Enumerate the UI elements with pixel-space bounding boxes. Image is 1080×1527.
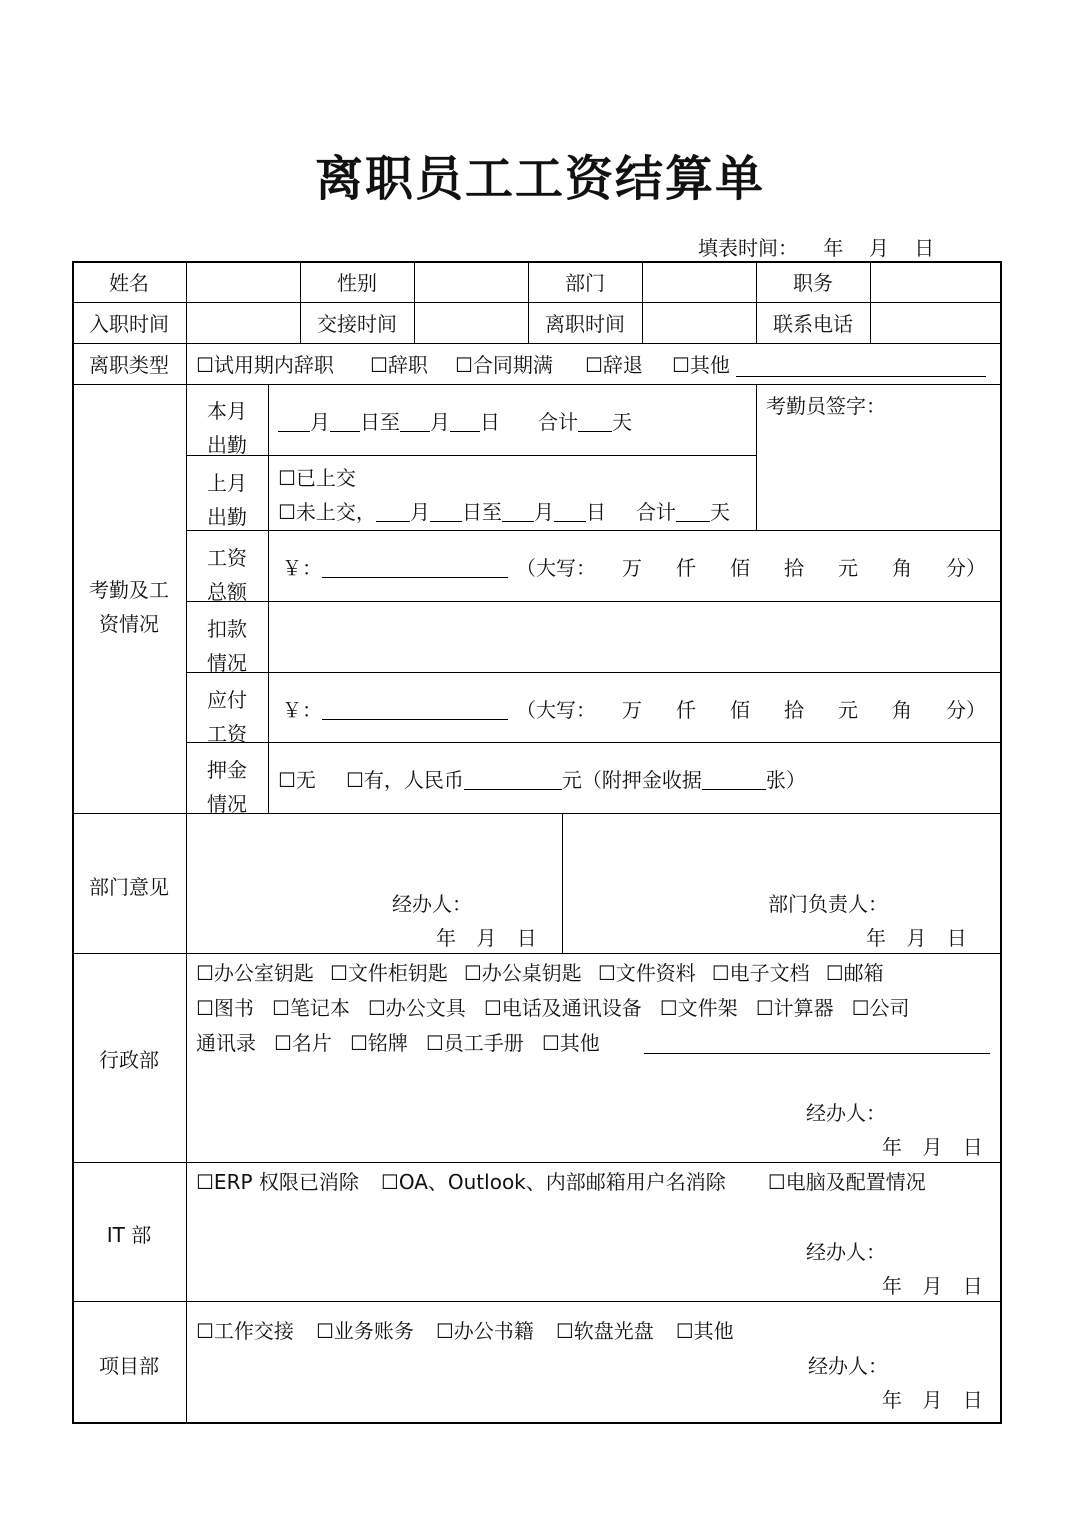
admin-item-office-key[interactable]: ☐办公室钥匙 (196, 961, 314, 985)
leave-option-other[interactable]: ☐其他 (672, 353, 730, 377)
admin-handler-date: 年 月 日 (882, 1135, 983, 1159)
admin-item-phone-devices[interactable]: ☐电话及通讯设备 (483, 996, 642, 1020)
dept-handler-label: 经办人： (392, 892, 472, 916)
label-name: 姓名 (109, 271, 149, 295)
join-date-field[interactable] (188, 304, 298, 342)
it-item-erp[interactable]: ☐ERP 权限已消除 (196, 1170, 359, 1194)
project-item-accounts[interactable]: ☐业务账务 (315, 1319, 414, 1343)
admin-item-nameplate[interactable]: ☐铭牌 (349, 1031, 408, 1055)
project-item-handover[interactable]: ☐工作交接 (196, 1319, 294, 1343)
label-gender: 性别 (337, 271, 377, 295)
admin-item-other[interactable]: ☐其他 (541, 1031, 600, 1055)
admin-item-handbook[interactable]: ☐员工手册 (425, 1031, 524, 1055)
leave-option-dismissed[interactable]: ☐辞退 (585, 353, 643, 377)
label-dept-opinion: 部门意见 (89, 875, 169, 899)
it-item-oa-outlook[interactable]: ☐OA、Outlook、内部邮箱用户名消除 (380, 1170, 726, 1194)
attendance-section-label: 考勤及工 资情况 (89, 578, 169, 636)
form-title: 离职员工工资结算单 (314, 151, 765, 207)
project-handler-date: 年 月 日 (882, 1388, 983, 1412)
label-it: IT 部 (106, 1223, 152, 1247)
dept-handler-date: 年 月 日 (436, 926, 537, 950)
payable-salary-amount[interactable]: ￥： （大写： 万 仟 佰 拾 元 角 分） (282, 698, 986, 722)
admin-item-file-rack[interactable]: ☐文件架 (659, 996, 738, 1020)
label-join-date: 入职时间 (89, 312, 169, 336)
admin-item-e-docs[interactable]: ☐电子文档 (711, 961, 810, 985)
label-deposit: 押金 情况 (207, 758, 247, 816)
leave-option-resign[interactable]: ☐辞职 (370, 353, 428, 377)
last-month-not-submitted[interactable]: ☐未上交， 月 日至 月 日 合计 天 (278, 500, 730, 524)
label-position: 职务 (793, 271, 833, 295)
admin-item-business-card[interactable]: ☐名片 (274, 1031, 332, 1055)
project-handler-label: 经办人： (808, 1354, 888, 1378)
leave-option-probation[interactable]: ☐试用期内辞职 (196, 353, 334, 377)
label-deduction: 扣款 情况 (207, 617, 247, 675)
label-last-month: 上月 出勤 (207, 471, 247, 529)
admin-item-calculator[interactable]: ☐计算器 (755, 996, 834, 1020)
deduction-field[interactable] (270, 603, 1000, 671)
position-field[interactable] (872, 263, 1000, 301)
attendance-clerk-signature: 考勤员签字： (766, 394, 886, 418)
this-month-range: 月 日至 月 日 合计 天 (278, 412, 632, 432)
project-item-other[interactable]: ☐其他 (675, 1319, 734, 1343)
label-this-month: 本月 出勤 (207, 399, 247, 457)
gender-field[interactable] (416, 263, 526, 301)
admin-item-directory: 通讯录 (196, 1031, 256, 1055)
phone-field[interactable] (872, 304, 1000, 342)
admin-item-stationery[interactable]: ☐办公文具 (367, 996, 466, 1020)
dept-head-label: 部门负责人： (768, 892, 888, 916)
it-handler-label: 经办人： (806, 1240, 886, 1264)
leave-other-underline (736, 376, 986, 377)
admin-handler-label: 经办人： (806, 1101, 886, 1125)
admin-item-mailbox[interactable]: ☐邮箱 (825, 961, 884, 985)
label-leave-date: 离职时间 (545, 312, 625, 336)
leave-date-field[interactable] (644, 304, 754, 342)
salary-total-amount[interactable]: ￥： （大写： 万 仟 佰 拾 元 角 分） (282, 556, 986, 580)
dept-head-date: 年 月 日 (866, 926, 967, 950)
label-leave-type: 离职类型 (89, 353, 169, 377)
admin-item-desk-key[interactable]: ☐办公桌钥匙 (463, 961, 582, 985)
label-department: 部门 (565, 271, 605, 295)
it-item-pc-config[interactable]: ☐电脑及配置情况 (767, 1170, 926, 1194)
label-phone: 联系电话 (773, 312, 853, 336)
it-handler-date: 年 月 日 (882, 1274, 983, 1298)
project-item-books[interactable]: ☐办公书籍 (435, 1319, 534, 1343)
admin-item-books[interactable]: ☐图书 (196, 996, 254, 1020)
label-project: 项目部 (99, 1354, 159, 1378)
leave-option-contract-end[interactable]: ☐合同期满 (455, 353, 553, 377)
admin-item-company[interactable]: ☐公司 (851, 996, 910, 1020)
name-field[interactable] (188, 263, 298, 301)
last-month-submitted[interactable]: ☐已上交 (278, 466, 356, 490)
handover-date-field[interactable] (416, 304, 526, 342)
department-field[interactable] (644, 263, 754, 301)
fill-time: 填表时间： 年 月 日 (698, 236, 935, 260)
label-payable-salary: 应付 工资 (207, 688, 247, 746)
project-item-disks[interactable]: ☐软盘光盘 (555, 1319, 654, 1343)
admin-other-underline (644, 1053, 990, 1054)
label-admin: 行政部 (99, 1048, 159, 1072)
admin-item-documents[interactable]: ☐文件资料 (597, 961, 696, 985)
label-handover-date: 交接时间 (317, 312, 397, 336)
admin-item-notebook[interactable]: ☐笔记本 (271, 996, 350, 1020)
deposit-options[interactable]: ☐无 ☐有，人民币 元（附押金收据 张） (278, 768, 806, 792)
admin-item-cabinet-key[interactable]: ☐文件柜钥匙 (329, 961, 448, 985)
label-salary-total: 工资 总额 (207, 546, 247, 604)
